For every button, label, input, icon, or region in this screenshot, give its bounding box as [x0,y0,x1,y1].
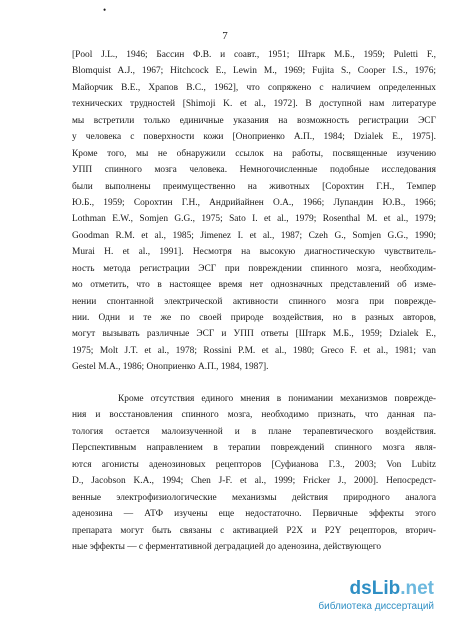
text-line: УПП спинного мозга человека. Немногочисленные подобные исследования [72,165,436,176]
text-line: ния и восстановления спинного мозга, необходимо признать, что данная па- [72,410,436,421]
text-line: ность метода регистрации ЭСГ при повреждении спинного мозга, необходим- [72,263,436,274]
text-line: нии. Одни и те же по своей природе воздействия, но в разных авторов, [72,313,436,323]
watermark-tagline: библиотека диссертаций [318,601,434,612]
text-line: Майорчик В.Е., Храпов В.С., 1962], что сопряжено с наличием определенных [72,82,436,93]
corner-mark: • [103,5,107,15]
text-line: Перспективным направлением в терапии повреждений спинного мозга явля- [72,443,436,454]
text-line: нении спонтанной электрической активности спинного мозга при поврежде- [72,296,436,307]
text-line: мо отметить, что в настоящее время нет однозначных представлений об изме- [72,280,436,291]
text-line: аденозина — АТФ изучены еще недостаточно. Первичные эффекты этого [72,509,436,520]
text-line: Ю.Б., 1959; Сорохтин Г.Н., Андрийайнен О.А., 1966; Лупандин Ю.В., 1966; [72,197,436,208]
text-line: могут вызывать различные ЭСГ и УПП ответы [Штарк М.Б., 1959; Dzialek E., [72,329,436,340]
text-line: Goodman R.M. et al., 1985; Jimenez I. et al., 1987; Czeh G., Somjen G.G., 1990; [72,230,436,241]
text-line: у человека с поверхности кожи [Оноприенко А.П., 1984; Dzialek E., 1975]. [72,132,436,143]
dslib-watermark[interactable] [256,579,436,619]
text-line: Blomquist A.J., 1967; Hitchcock E., Lewin M., 1969; Fujita S., Cooper I.S., 1976; [72,66,436,77]
text-line: Кроме отсутствия единого мнения в понимании механизмов поврежде- [118,394,436,404]
page-number: 7 [222,30,228,42]
text-line: ются агонисты аденозиновых рецепторов [Суфианова Г.З., 2003; Von Lubitz [72,459,436,470]
text-line: технических трудностей [Shimoji K. et al., 1972]. В доступной нам литературе [72,99,436,110]
text-line: Murai H. et al., 1991]. Несмотря на высокую диагностическую чувствитель- [72,247,436,258]
text-line: Lothman E.W., Somjen G.G., 1975; Sato I. et al., 1979; Rosenthal M. et al., 1979; [72,214,436,225]
text-line: Gestel M.A., 1986; Оноприенко А.П., 1984, 1987]. [72,362,269,373]
paragraph-1 [72,47,436,376]
text-line: мы встретили только единичные указания на возможность регистрации ЭСГ [72,115,436,126]
text-line: 1975; Molt J.T. et al., 1978; Rossini P.M. et al., 1980; Greco F. et al., 1981; van [72,345,436,356]
watermark-logo: dsLib.net [349,578,434,599]
paragraph-2 [72,391,436,555]
text-line: D., Jacobson K.A., 1994; Chen J-F. et al., 1999; Fricker J., 2000]. Непосредст- [72,476,436,487]
text-line: были выполнены преимущественно на животных [Сорохтин Г.Н., Темпер [72,181,436,192]
text-line: [Pool J.L., 1946; Бассин Ф.В. и соавт., 1951; Штарк М.Б., 1959; Puletti F., [72,50,436,60]
text-line: венные электрофизиологические механизмы действия природного аналога [72,492,436,503]
text-line: Кроме того, мы не обнаружили ссылок на работы, посвященные изучению [72,148,436,159]
text-line: ные эффекты — с ферментативной деградацией до аденозина, действующего [72,541,382,552]
text-line: тология остается малоизученной и в плане терапевтического воздействия. [72,426,436,437]
text-line: препарата могут быть связаны с активацией P2X и P2Y рецепторов, вторич- [72,525,436,536]
